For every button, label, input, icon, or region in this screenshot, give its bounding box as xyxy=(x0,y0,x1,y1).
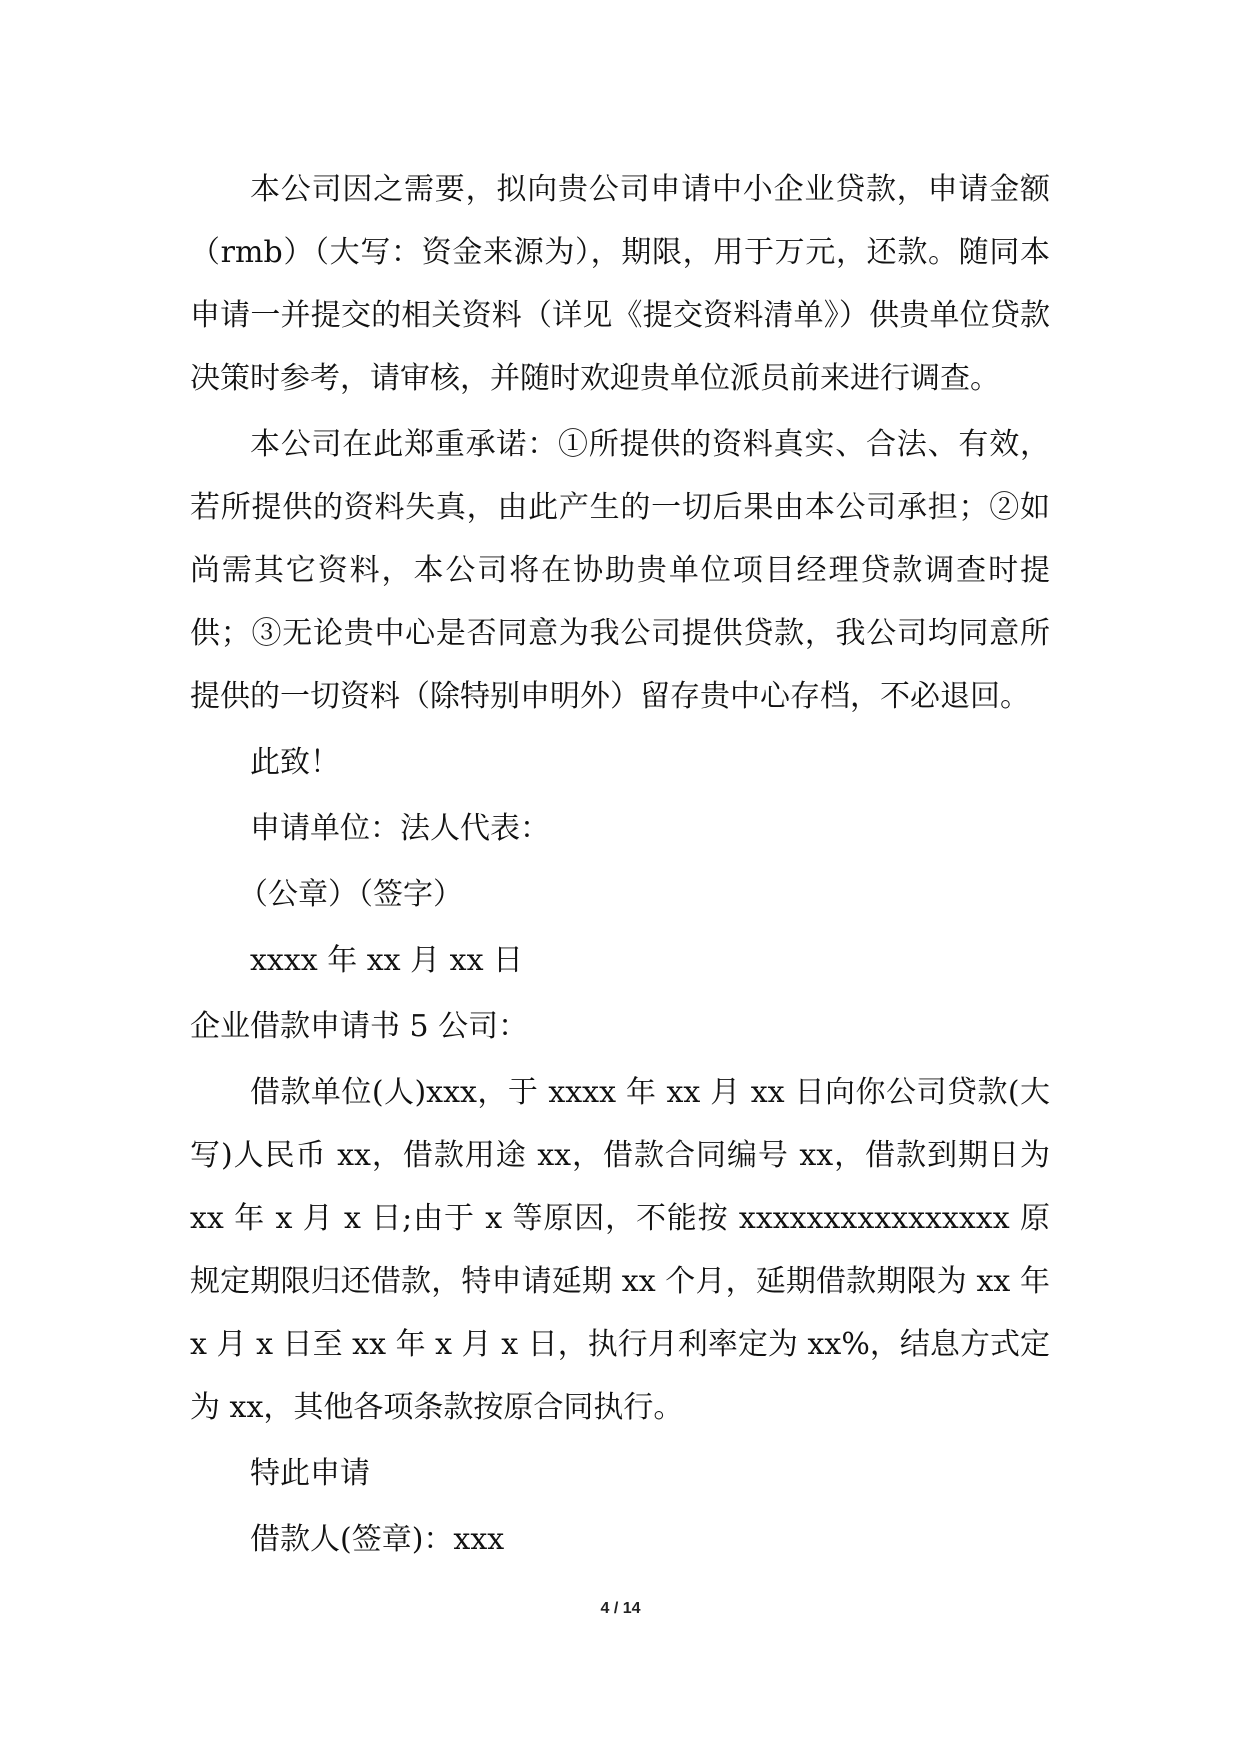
page-number: 4 / 14 xyxy=(600,1600,641,1617)
paragraph-extension-request: 借款单位(人)xxx，于 xxxx 年 xx 月 xx 日向你公司贷款(大写)人民币 xx，借款用途 xx，借款合同编号 xx，借款到期日为 xx 年 x 月 x 日;由于 x 等原因，不能按 xxxxxxxxxxxxxxxx 原规定期限归还借款，特申请延期 xx 个月，延期借款期限为 xx 年 x 月 x 日至 xx 年 x 月 x 日，执行月利率定为 xx%，结息方式定为 xx，其他各项条款按原合同执行。 xyxy=(190,1075,1050,1425)
seal-signature-line: （公章）（签字） xyxy=(238,877,463,912)
closing-phrase: 特此申请 xyxy=(250,1456,370,1491)
paragraph-loan-request: 本公司因之需要，拟向贵公司申请中小企业贷款，申请金额（rmb）（大写：资金来源为），期限，用于万元，还款。随同本申请一并提交的相关资料（详见《提交资料清单》）供贵单位贷款决策时参考，请审核，并随时欢迎贵单位派员前来进行调查。 xyxy=(190,172,1050,396)
paragraph-commitment: 本公司在此郑重承诺：①所提供的资料真实、合法、有效，若所提供的资料失真，由此产生的一切后果由本公司承担；②如尚需其它资料，本公司将在协助贵单位项目经理贷款调查时提供；③无论贵中心是否同意为我公司提供贷款，我公司均同意所提供的一切资料（除特别申明外）留存贵中心存档，不必退回。 xyxy=(190,427,1050,714)
section-heading: 企业借款申请书 5 公司： xyxy=(190,1009,529,1044)
document-body xyxy=(190,158,1050,1571)
applicant-line: 申请单位：法人代表： xyxy=(250,811,550,846)
date-line: xxxx 年 xx 月 xx 日 xyxy=(250,943,524,978)
salutation-closing: 此致！ xyxy=(250,745,340,780)
borrower-signature-line: 借款人(签章)：xxx xyxy=(250,1522,505,1557)
